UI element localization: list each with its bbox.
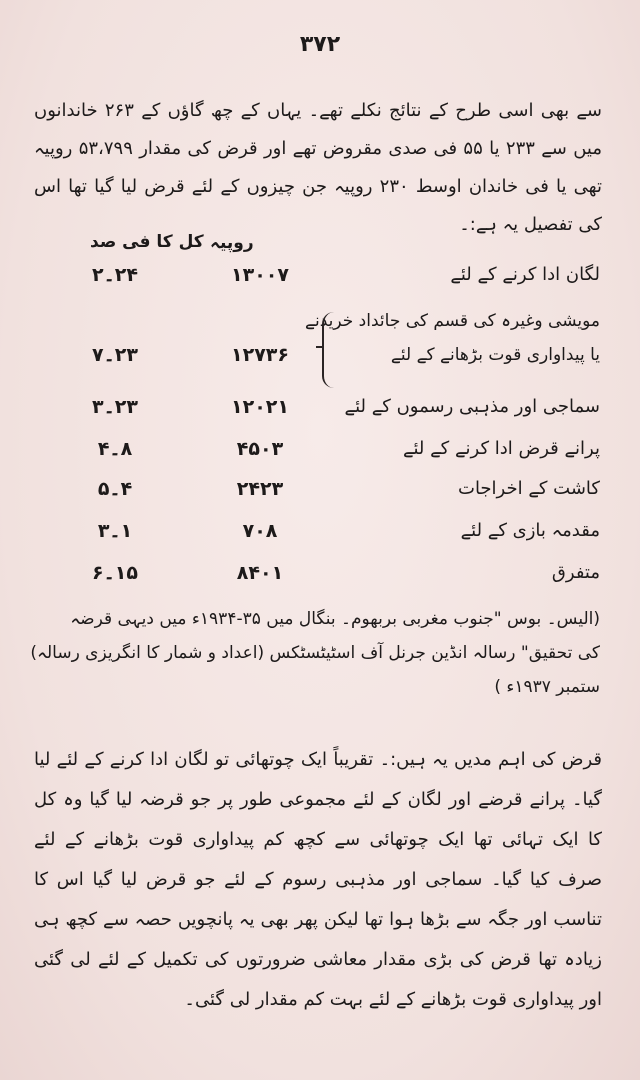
source-citation — [30, 602, 600, 704]
row-label: کاشت کے اخراجات — [458, 478, 600, 499]
row-rupees: ۱۳۰۰۷ — [231, 264, 289, 286]
page-number: ۳۷۲ — [299, 32, 341, 57]
grouping-brace — [322, 312, 338, 388]
row-percent: ۸۔۴ — [97, 438, 133, 460]
intro-paragraph: سے بھی اسی طرح کے نتائج نکلے تھے۔ یہاں کے چھ گاؤں کے ۲۶۳ خاندانوں میں سے ۲۳۳ یا ۵۵ فی صدی مقروض تھے اور قرض کی مقدار ۵۳،۷۹۹ روپیہ تھی یا فی خاندان اوسط ۲۳۰ روپیہ جن چیزوں کے لئے قرض لیا گیا تھا اس کی تفصیل یہ ہے:۔ — [34, 100, 602, 235]
row-rupees: ۱۲۷۳۶ — [231, 344, 289, 366]
row-label: سماجی اور مذہبی رسموں کے لئے — [344, 396, 600, 417]
row-percent: ۲۴۔۲ — [92, 264, 138, 286]
percent-column-header: کل کا فی صد — [90, 232, 204, 252]
row-percent: ۴۔۵ — [97, 478, 133, 500]
summary-paragraph: قرض کی اہم مدیں یہ ہیں:۔ تقریباً ایک چوتھائی تو لگان ادا کرنے کے لئے لیا گیا۔ پرانے قرضے اور لگان کے لئے مجموعی طور پر جو قرضہ لیا گیا وہ کل کا ایک تہائی تھا ایک چوتھائی سے کچھ کم پیداواری قوت بڑھانے کے لئے صرف کیا گیا۔ سماجی اور مذہبی رسوم کے لئے جو قرض لیا گیا اس کا تناسب اور جگہ سے بڑھا ہوا تھا لیکن پھر بھی یہ پانچویں حصہ سے کچھ ہی زیادہ تھا قرض کی بڑی مقدار معاشی ضرورتوں کی تکمیل کے لئے لی گئی اور پیداواری قوت بڑھانے کے لئے بہت کم مقدار لی گئی۔ — [34, 749, 602, 1010]
row-rupees: ۱۲۰۲۱ — [231, 396, 289, 418]
source-line: ستمبر ۱۹۳۷ء ) — [494, 677, 600, 697]
row-rupees: ۴۵۰۳ — [236, 438, 284, 460]
table-row — [40, 516, 600, 556]
row-label: لگان ادا کرنے کے لئے — [450, 264, 600, 285]
table-row — [40, 392, 600, 432]
row-label: مقدمہ بازی کے لئے — [460, 520, 600, 541]
table-row — [40, 434, 600, 474]
rupees-column-header: روپیہ — [210, 233, 254, 253]
source-line: کی تحقیق" رسالہ انڈین جرنل آف اسٹیٹسٹکس (اعداد و شمار کا انگریزی رسالہ) — [30, 643, 600, 663]
row-rupees: ۲۴۲۳ — [236, 478, 284, 500]
row-label: پرانے قرض ادا کرنے کے لئے — [402, 438, 600, 459]
row-percent: ۲۳۔۳ — [92, 396, 138, 418]
row-percent: ۱۵۔۶ — [92, 562, 138, 584]
source-line: (الیس۔ بوس "جنوب مغربی بربھوم۔ بنگال میں ۳۵-۱۹۳۴ء میں دیہی قرضہ — [70, 609, 600, 629]
table-row — [40, 558, 600, 598]
row-percent: ۲۳۔۷ — [92, 344, 138, 366]
row-rupees: ۸۴۰۱ — [236, 562, 284, 584]
table-row — [40, 474, 600, 514]
grouping-brace-tip — [316, 346, 324, 348]
row-label: متفرق — [551, 562, 600, 583]
row-label: مویشی وغیرہ کی قسم کی جائداد خریدنے — [305, 311, 600, 331]
table-row — [40, 260, 600, 300]
row-label: یا پیداواری قوت بڑھانے کے لئے — [390, 345, 600, 365]
row-rupees: ۷۰۸ — [242, 520, 278, 542]
row-percent: ۱۔۳ — [97, 520, 133, 542]
